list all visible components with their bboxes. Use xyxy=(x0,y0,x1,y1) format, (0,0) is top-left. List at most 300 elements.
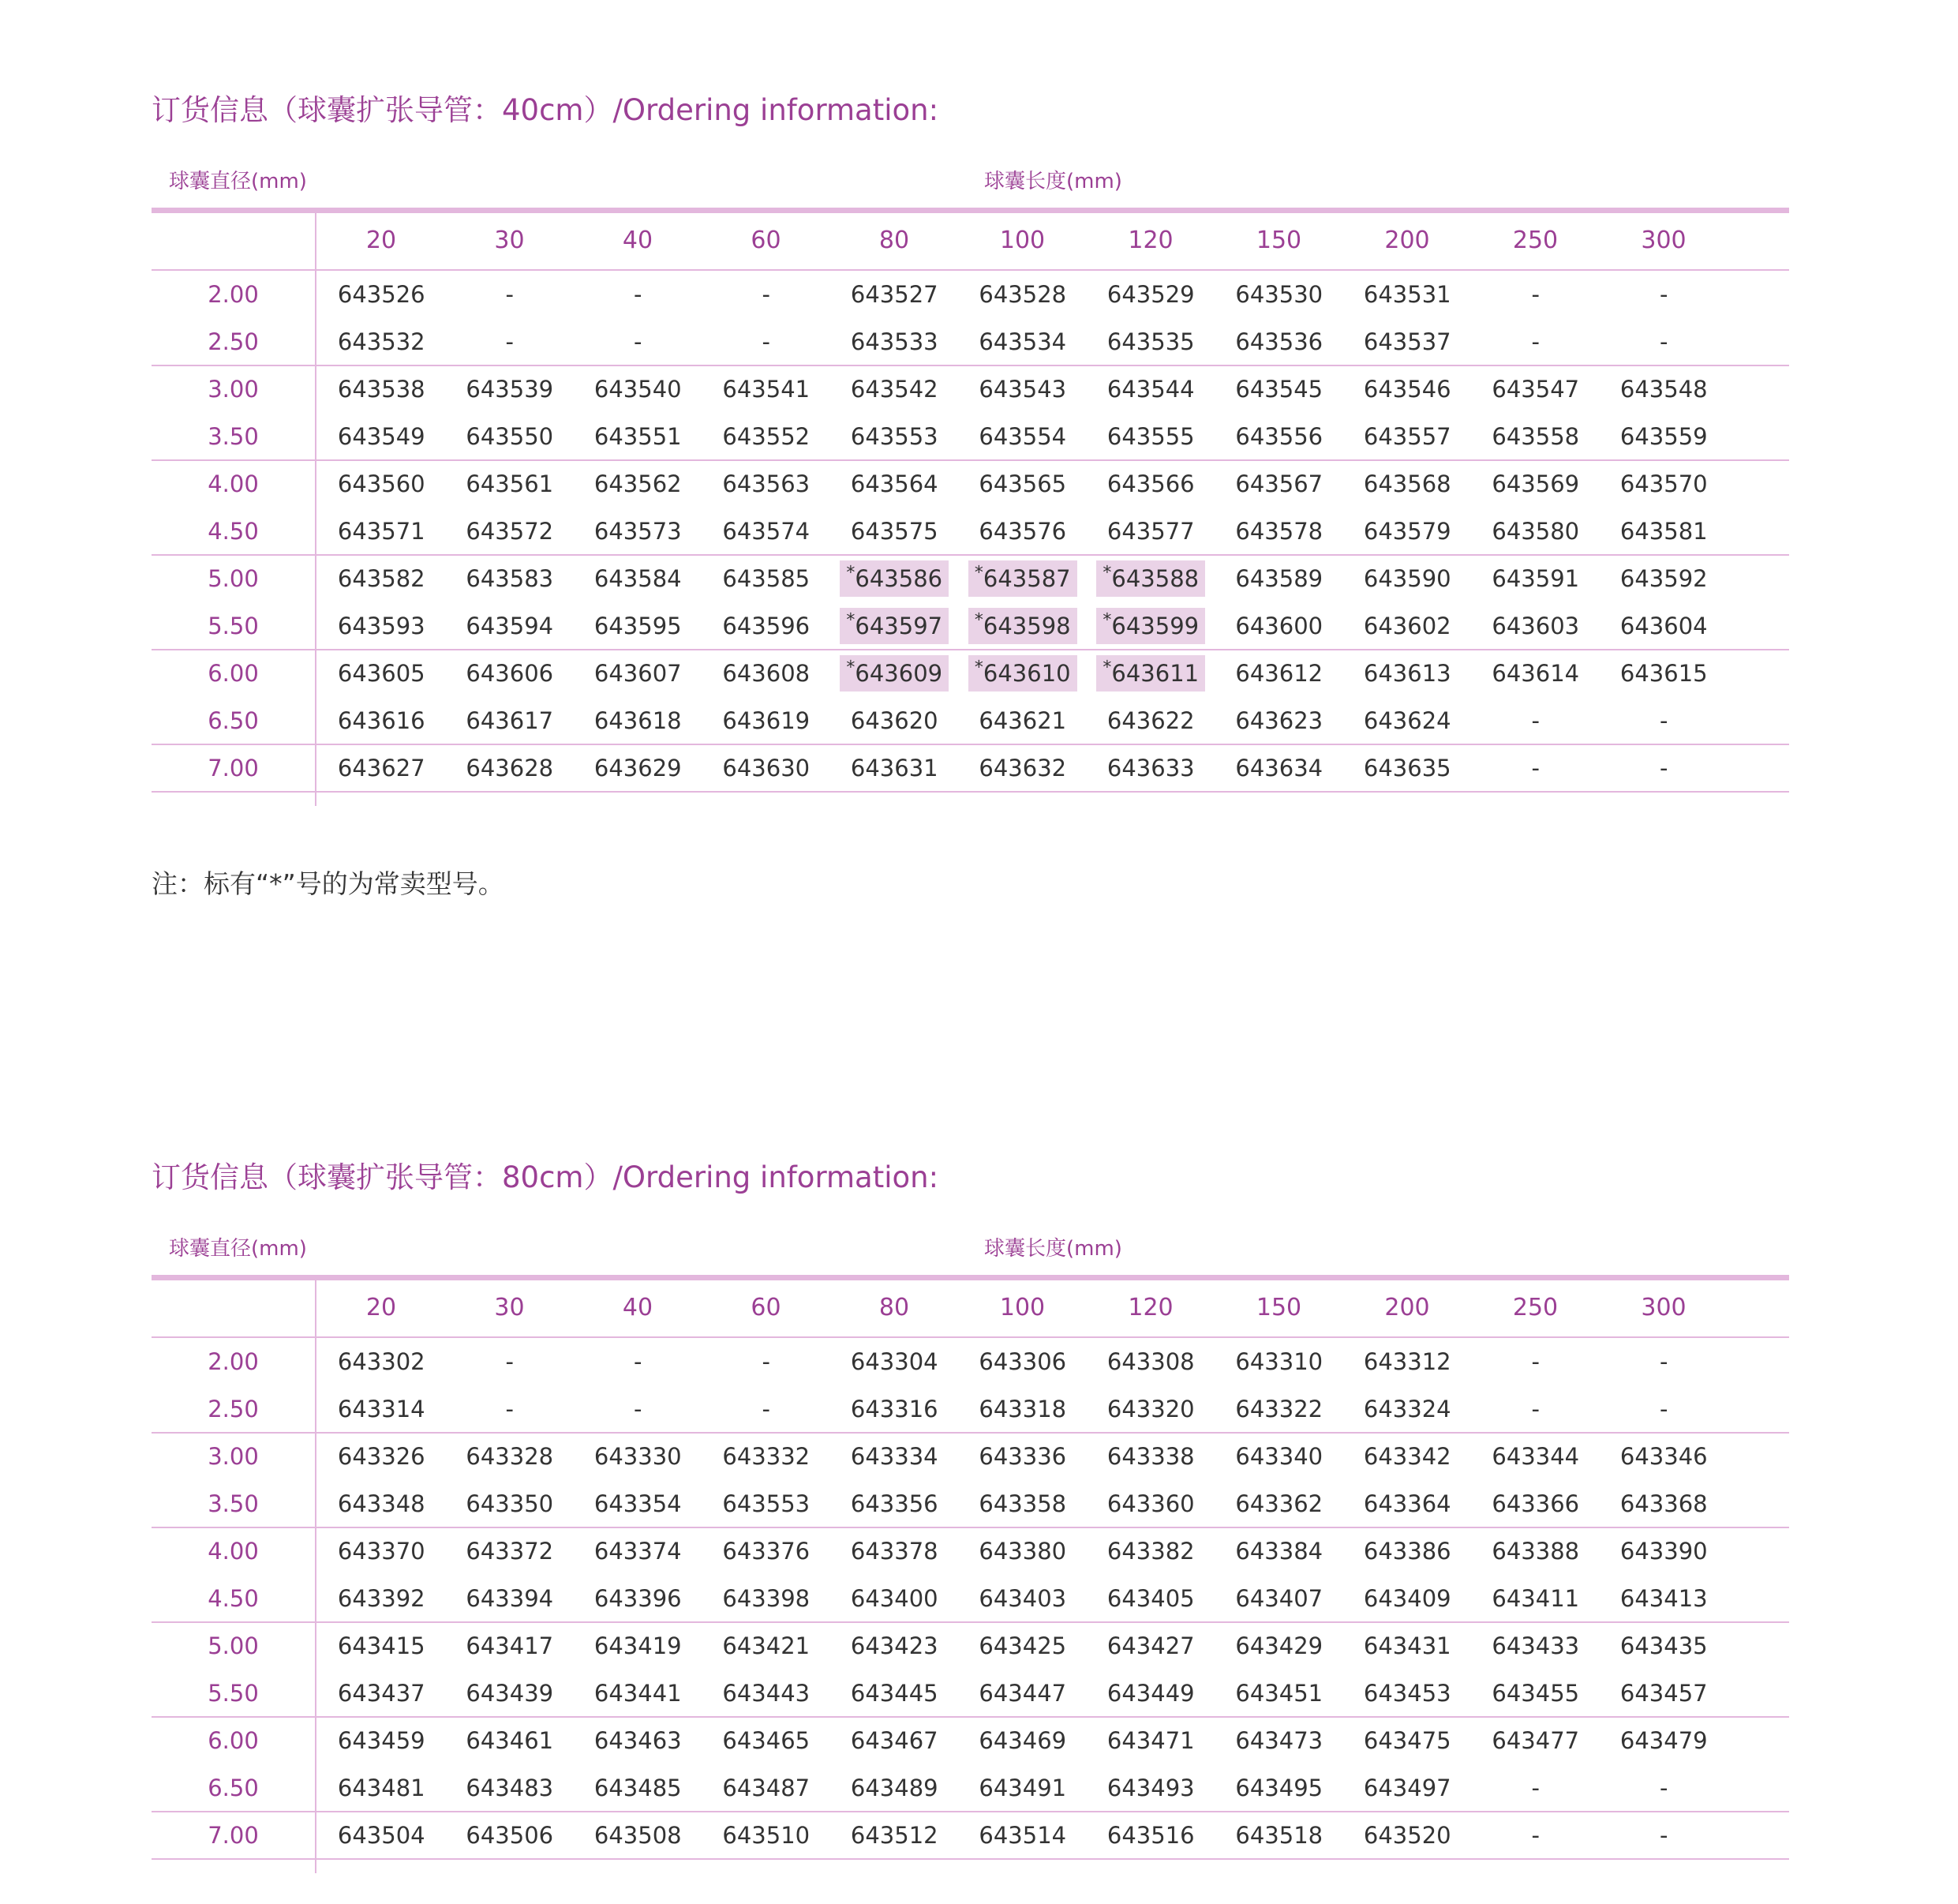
diameter-cell: 7.00 xyxy=(208,1822,259,1849)
diameter-cell: 4.50 xyxy=(208,518,259,545)
diameter-cell: 6.50 xyxy=(208,1775,259,1801)
table-row xyxy=(152,1622,1789,1670)
product-code-cell: 643552 xyxy=(722,423,811,450)
product-code-cell: 643487 xyxy=(722,1775,811,1801)
diameter-cell: 6.50 xyxy=(208,707,259,734)
product-code-cell: 643332 xyxy=(722,1443,811,1470)
product-code-cell: 643559 xyxy=(1619,423,1708,450)
product-code-cell: *643609 xyxy=(840,655,949,692)
product-code-cell: 643322 xyxy=(1235,1396,1323,1422)
product-code-cell: 643384 xyxy=(1235,1538,1323,1565)
table-row xyxy=(152,1527,1789,1575)
diameter-cell: 7.00 xyxy=(208,755,259,781)
product-code-cell: 643593 xyxy=(337,613,425,639)
table-row xyxy=(152,1812,1789,1859)
product-code-cell: 643578 xyxy=(1235,518,1323,545)
popular-marker: * xyxy=(846,563,855,583)
product-code-cell: 643433 xyxy=(1492,1632,1580,1659)
product-code-cell: 643485 xyxy=(593,1775,682,1801)
popular-marker: * xyxy=(1103,563,1112,583)
product-code-cell: 643360 xyxy=(1106,1490,1195,1517)
product-code-cell: 643376 xyxy=(722,1538,811,1565)
product-code-cell: 643459 xyxy=(337,1727,425,1754)
product-code-cell: - xyxy=(762,281,770,308)
diameter-cell: 5.50 xyxy=(208,613,259,639)
product-code-cell: 643551 xyxy=(593,423,682,450)
product-code-cell: 643380 xyxy=(979,1538,1067,1565)
product-code-cell: 643316 xyxy=(850,1396,938,1422)
length-column-header: 100 xyxy=(999,1294,1046,1321)
table-row xyxy=(152,650,1789,697)
product-code-cell: 643571 xyxy=(337,518,425,545)
length-column-header: 60 xyxy=(751,227,781,254)
length-column-header: 300 xyxy=(1641,227,1687,254)
diameter-cell: 5.00 xyxy=(208,565,259,592)
product-code-cell: *643597 xyxy=(840,608,949,644)
product-code-cell: 643324 xyxy=(1363,1396,1451,1422)
product-code-cell: 643320 xyxy=(1106,1396,1195,1422)
product-code-cell: 643539 xyxy=(466,376,554,403)
product-code-cell: 643394 xyxy=(466,1585,554,1612)
product-code-cell: 643425 xyxy=(979,1632,1067,1659)
product-code-cell: 643616 xyxy=(337,707,425,734)
diameter-cell: 6.00 xyxy=(208,1727,259,1754)
diameter-cell: 3.50 xyxy=(208,423,259,450)
diameter-cell: 2.00 xyxy=(208,281,259,308)
table-row xyxy=(152,460,1789,508)
length-column-header: 60 xyxy=(751,1294,781,1321)
product-code-cell: 643514 xyxy=(979,1822,1067,1849)
diameter-cell: 3.50 xyxy=(208,1490,259,1517)
product-code-cell: - xyxy=(762,1396,770,1422)
product-code-cell: 643630 xyxy=(722,755,811,781)
product-code-cell: 643574 xyxy=(722,518,811,545)
product-code-cell: 643409 xyxy=(1363,1585,1451,1612)
product-code-cell: - xyxy=(1660,1775,1668,1801)
section-title: 订货信息（球囊扩张导管：80cm）/Ordering information: xyxy=(152,1160,939,1194)
product-code-cell: *643610 xyxy=(968,655,1077,692)
table-row xyxy=(152,318,1789,365)
product-code-cell: 643342 xyxy=(1363,1443,1451,1470)
product-code-cell: 643378 xyxy=(850,1538,938,1565)
product-code-cell: 643621 xyxy=(979,707,1067,734)
product-code-cell: 643449 xyxy=(1106,1680,1195,1707)
length-column-header: 120 xyxy=(1128,1294,1174,1321)
product-code-cell: 643572 xyxy=(466,518,554,545)
table-row xyxy=(152,744,1789,792)
product-code-cell: 643431 xyxy=(1363,1632,1451,1659)
product-code-cell: 643624 xyxy=(1363,707,1451,734)
product-code-cell: 643620 xyxy=(850,707,938,734)
table-row xyxy=(152,1575,1789,1622)
product-code-cell: 643447 xyxy=(979,1680,1067,1707)
table-rule xyxy=(152,1858,1789,1860)
product-code-cell: 643569 xyxy=(1492,470,1580,497)
product-code-cell: 643390 xyxy=(1619,1538,1708,1565)
table-row xyxy=(152,1717,1789,1764)
product-code-cell: 643629 xyxy=(593,755,682,781)
length-column-header: 150 xyxy=(1256,1294,1302,1321)
diameter-cell: 5.50 xyxy=(208,1680,259,1707)
product-code-cell: 643608 xyxy=(722,660,811,687)
product-code-cell: 643527 xyxy=(850,281,938,308)
product-code-cell: 643467 xyxy=(850,1727,938,1754)
product-code-cell: 643605 xyxy=(337,660,425,687)
product-code-cell: - xyxy=(762,328,770,355)
product-code-cell: 643548 xyxy=(1619,376,1708,403)
product-code-cell: - xyxy=(505,328,514,355)
length-header: 球囊长度(mm) xyxy=(984,170,1122,193)
product-code-cell: 643427 xyxy=(1106,1632,1195,1659)
length-column-header: 40 xyxy=(622,1294,653,1321)
product-code-cell: 643413 xyxy=(1619,1585,1708,1612)
product-code-cell: *643586 xyxy=(840,560,949,597)
length-column-header: 80 xyxy=(878,227,910,254)
product-code-cell: 643437 xyxy=(337,1680,425,1707)
product-code-cell: - xyxy=(1531,1396,1540,1422)
product-code-cell: 643520 xyxy=(1363,1822,1451,1849)
product-code-cell: - xyxy=(505,1396,514,1422)
product-code-cell: 643306 xyxy=(979,1348,1067,1375)
product-code-cell: 643585 xyxy=(722,565,811,592)
product-code-cell: 643407 xyxy=(1235,1585,1323,1612)
length-header: 球囊长度(mm) xyxy=(984,1237,1122,1261)
product-code-cell: 643634 xyxy=(1235,755,1323,781)
product-code-cell: 643314 xyxy=(337,1396,425,1422)
product-code-cell: 643592 xyxy=(1619,565,1708,592)
product-code-cell: 643364 xyxy=(1363,1490,1451,1517)
length-column-header: 20 xyxy=(365,227,397,254)
product-code-cell: 643535 xyxy=(1106,328,1195,355)
ordering-table-80cm xyxy=(152,1275,1789,1873)
product-code-cell: 643481 xyxy=(337,1775,425,1801)
product-code-cell: 643308 xyxy=(1106,1348,1195,1375)
product-code-cell: 643631 xyxy=(850,755,938,781)
product-code-cell: 643312 xyxy=(1363,1348,1451,1375)
product-code-cell: 643623 xyxy=(1235,707,1323,734)
product-code-cell: *643587 xyxy=(968,560,1077,597)
product-code-cell: 643506 xyxy=(466,1822,554,1849)
product-code-cell: 643538 xyxy=(337,376,425,403)
product-code-cell: 643547 xyxy=(1492,376,1580,403)
product-code-cell: 643469 xyxy=(979,1727,1067,1754)
table-row xyxy=(152,508,1789,555)
popular-marker: * xyxy=(974,610,983,631)
table-row xyxy=(152,1433,1789,1480)
product-code-cell: 643532 xyxy=(337,328,425,355)
product-code-cell: - xyxy=(762,1348,770,1375)
product-code-cell: - xyxy=(1531,707,1540,734)
product-code-cell: 643493 xyxy=(1106,1775,1195,1801)
product-code-cell: - xyxy=(634,281,642,308)
product-code-cell: 643568 xyxy=(1363,470,1451,497)
table-row xyxy=(152,1670,1789,1717)
product-code-cell: 643334 xyxy=(850,1443,938,1470)
product-code-cell: 643550 xyxy=(466,423,554,450)
product-code-cell: 643615 xyxy=(1619,660,1708,687)
product-code-cell: 643368 xyxy=(1619,1490,1708,1517)
product-code-cell: 643596 xyxy=(722,613,811,639)
product-code-cell: 643491 xyxy=(979,1775,1067,1801)
product-code-cell: - xyxy=(1531,1822,1540,1849)
product-code-cell: 643632 xyxy=(979,755,1067,781)
product-code-cell: 643582 xyxy=(337,565,425,592)
product-code-cell: *643598 xyxy=(968,608,1077,644)
diameter-cell: 4.00 xyxy=(208,470,259,497)
length-column-header: 300 xyxy=(1641,1294,1687,1321)
footnote: 注：标有“*”号的为常卖型号。 xyxy=(152,868,504,899)
product-code-cell: 643577 xyxy=(1106,518,1195,545)
product-code-cell: 643529 xyxy=(1106,281,1195,308)
product-code-cell: 643388 xyxy=(1492,1538,1580,1565)
product-code-cell: - xyxy=(1660,755,1668,781)
product-code-cell: 643563 xyxy=(722,470,811,497)
product-code-cell: 643545 xyxy=(1235,376,1323,403)
product-code-cell: 643461 xyxy=(466,1727,554,1754)
product-code-cell: 643581 xyxy=(1619,518,1708,545)
diameter-header: 球囊直径(mm) xyxy=(169,1237,307,1261)
product-code-cell: 643421 xyxy=(722,1632,811,1659)
product-code-cell: 643477 xyxy=(1492,1727,1580,1754)
product-code-cell: 643443 xyxy=(722,1680,811,1707)
product-code-cell: 643473 xyxy=(1235,1727,1323,1754)
product-code-cell: 643358 xyxy=(979,1490,1067,1517)
product-code-cell: 643541 xyxy=(722,376,811,403)
product-code-cell: - xyxy=(634,1348,642,1375)
diameter-cell: 3.00 xyxy=(208,376,259,403)
product-code-cell: 643411 xyxy=(1492,1585,1580,1612)
product-code-cell: 643635 xyxy=(1363,755,1451,781)
product-code-cell: 643516 xyxy=(1106,1822,1195,1849)
product-code-cell: 643542 xyxy=(850,376,938,403)
product-code-cell: 643489 xyxy=(850,1775,938,1801)
product-code-cell: *643599 xyxy=(1096,608,1205,644)
product-code-cell: 643558 xyxy=(1492,423,1580,450)
product-code-cell: 643613 xyxy=(1363,660,1451,687)
product-code-cell: 643310 xyxy=(1235,1348,1323,1375)
product-code-cell: - xyxy=(1531,281,1540,308)
product-code-cell: 643531 xyxy=(1363,281,1451,308)
product-code-cell: 643533 xyxy=(850,328,938,355)
diameter-cell: 4.00 xyxy=(208,1538,259,1565)
product-code-cell: 643614 xyxy=(1492,660,1580,687)
product-code-cell: 643619 xyxy=(722,707,811,734)
product-code-cell: 643570 xyxy=(1619,470,1708,497)
product-code-cell: - xyxy=(1660,707,1668,734)
length-column-header: 200 xyxy=(1384,227,1430,254)
popular-marker: * xyxy=(846,658,855,678)
product-code-cell: 643530 xyxy=(1235,281,1323,308)
product-code-cell: 643600 xyxy=(1235,613,1323,639)
product-code-cell: 643573 xyxy=(593,518,682,545)
product-code-cell: 643589 xyxy=(1235,565,1323,592)
product-code-cell: 643362 xyxy=(1235,1490,1323,1517)
product-code-cell: - xyxy=(1531,1775,1540,1801)
popular-marker: * xyxy=(974,563,983,583)
product-code-cell: 643370 xyxy=(337,1538,425,1565)
product-code-cell: 643556 xyxy=(1235,423,1323,450)
product-code-cell: 643382 xyxy=(1106,1538,1195,1565)
product-code-cell: 643567 xyxy=(1235,470,1323,497)
product-code-cell: 643627 xyxy=(337,755,425,781)
product-code-cell: 643544 xyxy=(1106,376,1195,403)
product-code-cell: 643607 xyxy=(593,660,682,687)
product-code-cell: 643330 xyxy=(593,1443,682,1470)
product-code-cell: 643553 xyxy=(850,423,938,450)
table-row xyxy=(152,1385,1789,1433)
product-code-cell: 643557 xyxy=(1363,423,1451,450)
product-code-cell: 643604 xyxy=(1619,613,1708,639)
product-code-cell: 643508 xyxy=(593,1822,682,1849)
diameter-cell: 6.00 xyxy=(208,660,259,687)
product-code-cell: 643419 xyxy=(593,1632,682,1659)
product-code-cell: - xyxy=(1531,755,1540,781)
product-code-cell: 643302 xyxy=(337,1348,425,1375)
table-row xyxy=(152,1764,1789,1812)
product-code-cell: 643471 xyxy=(1106,1727,1195,1754)
product-code-cell: - xyxy=(1660,328,1668,355)
product-code-cell: 643528 xyxy=(979,281,1067,308)
product-code-cell: 643304 xyxy=(850,1348,938,1375)
product-code-cell: 643318 xyxy=(979,1396,1067,1422)
length-column-header: 250 xyxy=(1512,227,1559,254)
product-code-cell: 643560 xyxy=(337,470,425,497)
product-code-cell: 643543 xyxy=(979,376,1067,403)
product-code-cell: 643366 xyxy=(1492,1490,1580,1517)
product-code-cell: 643566 xyxy=(1106,470,1195,497)
popular-marker: * xyxy=(1103,658,1112,678)
product-code-cell: 643633 xyxy=(1106,755,1195,781)
length-column-header: 80 xyxy=(878,1294,910,1321)
length-column-header: 30 xyxy=(494,1294,525,1321)
product-code-cell: 643475 xyxy=(1363,1727,1451,1754)
product-code-cell: 643564 xyxy=(850,470,938,497)
table-row xyxy=(152,1338,1789,1385)
product-code-cell: 643400 xyxy=(850,1585,938,1612)
popular-marker: * xyxy=(1103,610,1112,631)
product-code-cell: 643483 xyxy=(466,1775,554,1801)
product-code-cell: 643622 xyxy=(1106,707,1195,734)
product-code-cell: 643350 xyxy=(466,1490,554,1517)
product-code-cell: 643386 xyxy=(1363,1538,1451,1565)
product-code-cell: 643326 xyxy=(337,1443,425,1470)
product-code-cell: 643348 xyxy=(337,1490,425,1517)
product-code-cell: 643526 xyxy=(337,281,425,308)
product-code-cell: 643536 xyxy=(1235,328,1323,355)
product-code-cell: 643415 xyxy=(337,1632,425,1659)
product-code-cell: 643603 xyxy=(1492,613,1580,639)
product-code-cell: - xyxy=(1660,1396,1668,1422)
product-code-cell: 643463 xyxy=(593,1727,682,1754)
product-code-cell: 643553 xyxy=(722,1490,811,1517)
product-code-cell: 643374 xyxy=(593,1538,682,1565)
product-code-cell: 643453 xyxy=(1363,1680,1451,1707)
product-code-cell: 643354 xyxy=(593,1490,682,1517)
product-code-cell: 643590 xyxy=(1363,565,1451,592)
product-code-cell: 643392 xyxy=(337,1585,425,1612)
product-code-cell: 643457 xyxy=(1619,1680,1708,1707)
product-code-cell: 643441 xyxy=(593,1680,682,1707)
product-code-cell: 643534 xyxy=(979,328,1067,355)
product-code-cell: 643396 xyxy=(593,1585,682,1612)
product-code-cell: 643504 xyxy=(337,1822,425,1849)
product-code-cell: 643429 xyxy=(1235,1632,1323,1659)
product-code-cell: 643417 xyxy=(466,1632,554,1659)
section-title: 订货信息（球囊扩张导管：40cm）/Ordering information: xyxy=(152,93,939,127)
product-code-cell: 643403 xyxy=(979,1585,1067,1612)
popular-marker: * xyxy=(846,610,855,631)
product-code-cell: 643479 xyxy=(1619,1727,1708,1754)
product-code-cell: 643336 xyxy=(979,1443,1067,1470)
product-code-cell: 643555 xyxy=(1106,423,1195,450)
product-code-cell: 643540 xyxy=(593,376,682,403)
product-code-cell: - xyxy=(1531,328,1540,355)
diameter-cell: 5.00 xyxy=(208,1632,259,1659)
product-code-cell: 643594 xyxy=(466,613,554,639)
product-code-cell: 643580 xyxy=(1492,518,1580,545)
table-row xyxy=(152,271,1789,318)
length-column-header: 120 xyxy=(1128,227,1174,254)
product-code-cell: 643451 xyxy=(1235,1680,1323,1707)
length-column-header: 150 xyxy=(1256,227,1302,254)
product-code-cell: 643439 xyxy=(466,1680,554,1707)
diameter-header: 球囊直径(mm) xyxy=(169,170,307,193)
product-code-cell: 643465 xyxy=(722,1727,811,1754)
table-row xyxy=(152,365,1789,413)
product-code-cell: 643618 xyxy=(593,707,682,734)
table-row xyxy=(152,1480,1789,1527)
product-code-cell: 643518 xyxy=(1235,1822,1323,1849)
product-code-cell: 643549 xyxy=(337,423,425,450)
product-code-cell: 643495 xyxy=(1235,1775,1323,1801)
ordering-table-40cm xyxy=(152,208,1789,806)
product-code-cell: 643346 xyxy=(1619,1443,1708,1470)
product-code-cell: 643546 xyxy=(1363,376,1451,403)
length-column-header: 30 xyxy=(494,227,525,254)
popular-marker: * xyxy=(974,658,983,678)
product-code-cell: 643561 xyxy=(466,470,554,497)
product-code-cell: - xyxy=(1660,281,1668,308)
product-code-cell: 643584 xyxy=(593,565,682,592)
table-row xyxy=(152,602,1789,650)
product-code-cell: - xyxy=(634,328,642,355)
product-code-cell: - xyxy=(1660,1348,1668,1375)
product-code-cell: 643579 xyxy=(1363,518,1451,545)
table-top-rule xyxy=(152,1275,1789,1280)
product-code-cell: 643554 xyxy=(979,423,1067,450)
table-row xyxy=(152,555,1789,602)
product-code-cell: 643356 xyxy=(850,1490,938,1517)
product-code-cell: 643435 xyxy=(1619,1632,1708,1659)
table-top-rule xyxy=(152,208,1789,213)
product-code-cell: 643591 xyxy=(1492,565,1580,592)
product-code-cell: - xyxy=(634,1396,642,1422)
product-code-cell: 643510 xyxy=(722,1822,811,1849)
product-code-cell: 643602 xyxy=(1363,613,1451,639)
product-code-cell: 643338 xyxy=(1106,1443,1195,1470)
product-code-cell: - xyxy=(505,1348,514,1375)
product-code-cell: *643611 xyxy=(1096,655,1205,692)
product-code-cell: - xyxy=(505,281,514,308)
product-code-cell: 643344 xyxy=(1492,1443,1580,1470)
product-code-cell: - xyxy=(1660,1822,1668,1849)
product-code-cell: 643617 xyxy=(466,707,554,734)
product-code-cell: 643595 xyxy=(593,613,682,639)
length-column-header: 200 xyxy=(1384,1294,1430,1321)
product-code-cell: 643340 xyxy=(1235,1443,1323,1470)
product-code-cell: 643562 xyxy=(593,470,682,497)
product-code-cell: 643575 xyxy=(850,518,938,545)
